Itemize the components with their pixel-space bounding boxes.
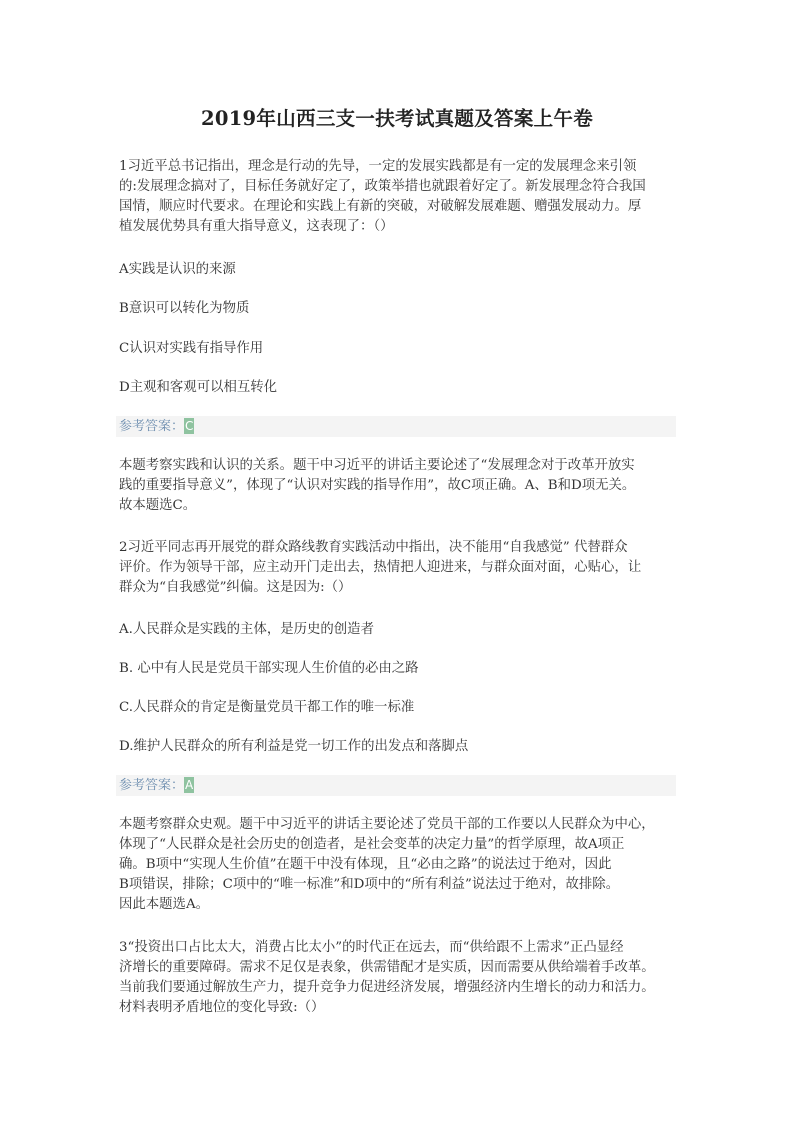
question-2-option-a: A.人民群众是实践的主体，是历史的创造者 [119,622,374,637]
stem-line: 1习近平总书记指出，理念是行动的先导，一定的发展实践都是有一定的发展理念来引领 [119,159,637,174]
question-2-stem [119,538,679,598]
explanation-line: 故本题选C。 [119,498,197,513]
question-2-option-d: D.维护人民群众的所有利益是党一切工作的出发点和落脚点 [119,739,469,754]
question-2-option-c: C.人民群众的肯定是衡量党员干都工作的唯一标准 [119,700,415,715]
stem-line: 评价。作为领导干部，应主动开门走出去，热情把人迎进来，与群众面对面，心贴心，让 [119,560,642,575]
answer-label-text: 参考答案： [119,778,185,793]
answer-label [119,418,194,435]
answer-value: C [185,419,194,433]
question-1-option-b: B意识可以转化为物质 [119,301,250,316]
stem-line: 2习近平同志再开展党的群众路线教育实践活动中指出，决不能用“自我感觉” 代替群众 [119,540,628,555]
answer-label [119,777,194,794]
explanation-line: 因此本题选A。 [119,897,210,912]
explanation-line: 本题考察群众史观。题干中习近平的讲话主要论述了党员干部的工作要以人民群众为中心， [119,817,655,832]
stem-line: 3“投资出口占比太大，消费占比太小”的时代正在远去，而“供给跟不上需求”正凸显经 [119,940,624,955]
stem-line: 群众为“自我感觉”纠偏。这是因为:（） [119,580,352,595]
explanation-line: B项错误，排除；C项中的“唯一标准”和D项中的“所有利益”说法过于绝对，故排除。 [119,877,620,892]
question-1-option-d: D主观和客观可以相互转化 [119,380,278,395]
explanation-line: 本题考察实践和认识的关系。题干中习近平的讲话主要论述了“发展理念对于改革开放实 [119,458,635,473]
explanation-line: 确。B项中“实现人生价值”在题干中没有体现，且“必由之路”的说法过于绝对，因此 [119,857,612,872]
stem-line: 植发展优势具有重大指导意义，这表现了：（） [119,219,394,234]
explanation-line: 践的重要指导意义”，体现了“认识对实践的指导作用”，故C项正确。A、B和D项无关。 [119,478,636,493]
question-2-answer-bar [116,775,676,796]
document-title: 2019年山西三支一扶考试真题及答案上午卷 [200,107,594,130]
answer-label-text: 参考答案： [119,419,185,434]
question-2-option-b: B. 心中有人民是党员干部实现人生价值的必由之路 [119,661,419,676]
question-1-option-a: A实践是认识的来源 [119,262,236,277]
stem-line: 的:发展理念搞对了，目标任务就好定了，政策举措也就跟着好定了。新发展理念符合我国 [119,179,646,194]
question-2-explanation [119,815,679,915]
question-3-stem [119,938,679,1018]
question-1-answer-bar [116,416,676,437]
question-1-stem [119,157,679,237]
question-1-explanation [119,456,679,516]
stem-line: 国情，顺应时代要求。在理论和实践上有新的突破，对破解发展难题、赠强发展动力。厚 [119,199,642,214]
stem-line: 当前我们要通过解放生产力，提升竞争力促进经济发展，增强经济内生增长的动力和活力。 [119,980,655,995]
stem-line: 材料表明矛盾地位的变化导致:（） [119,1000,325,1015]
question-1-option-c: C认识对实践有指导作用 [119,341,264,356]
stem-line: 济增长的重要障碍。需求不足仅是表象，供需错配才是实质，因而需要从供给端着手改革。 [119,960,655,975]
explanation-line: 体现了“人民群众是社会历史的创造者，是社会变革的决定力量”的哲学原理，故A项正 [119,837,625,852]
answer-value: A [185,778,194,792]
